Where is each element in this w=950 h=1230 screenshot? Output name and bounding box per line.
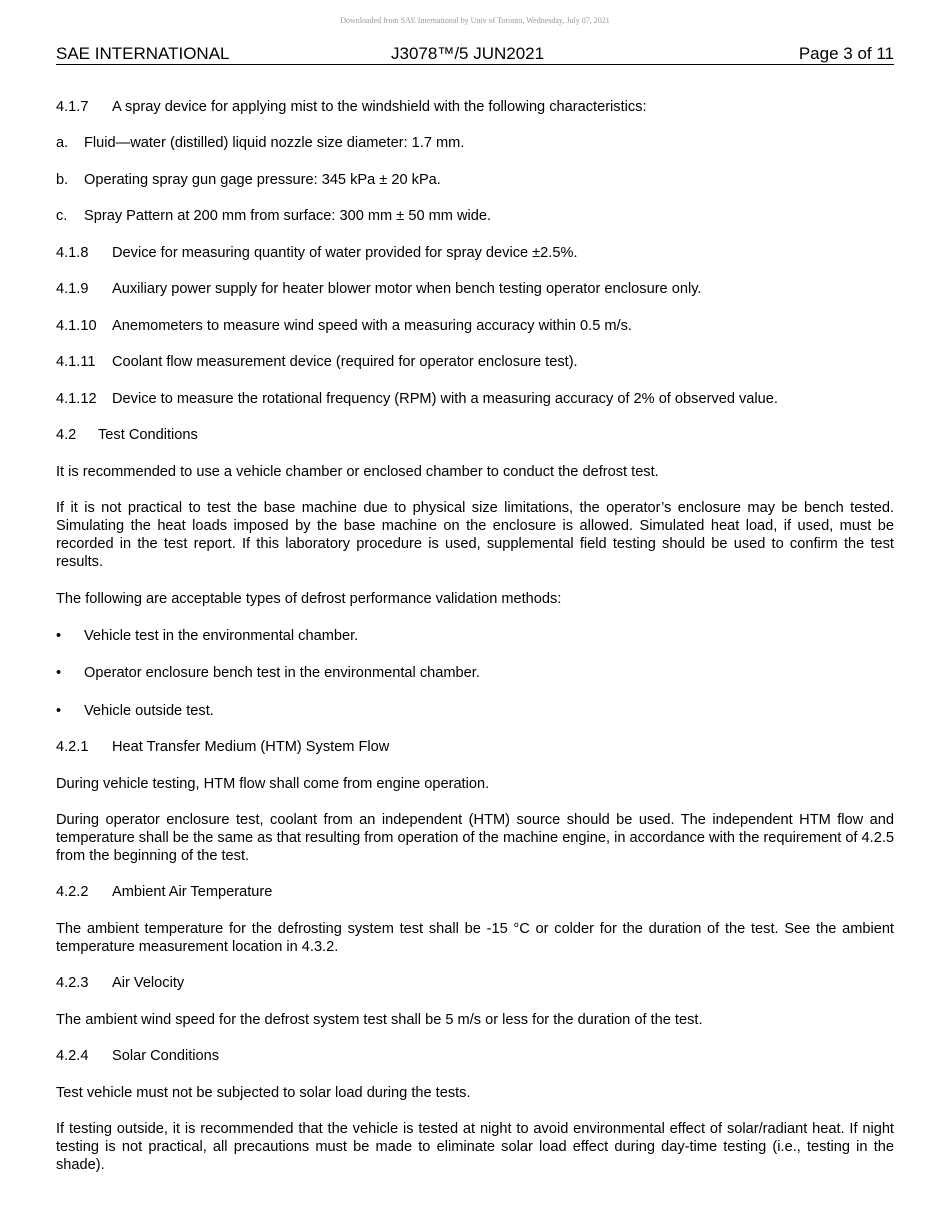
paragraph: During operator enclosure test, coolant from an independent (HTM) source should be used. The independent HTM flow and temperature shall be the same as that resulting from operation of the machine engine, in accordance with the requirement of 4.2.5 from the beginning of the test.	[56, 812, 895, 864]
paragraph: The following are acceptable types of defrost performance validation methods:	[56, 591, 562, 607]
item-number: 4.1.9	[56, 281, 89, 297]
item-number: 4.1.11	[56, 354, 96, 370]
paragraph: The ambient temperature for the defrosting system test shall be -15 °C or colder for the duration of the test. See the ambient temperature measurement location in 4.3.2.	[56, 921, 894, 955]
header-doc-id: J3078™/5 JUN2021	[391, 44, 545, 63]
item-4-1-9	[56, 280, 894, 298]
section-heading-4-2-2	[56, 883, 894, 901]
item-b	[56, 171, 894, 189]
item-4-1-12	[56, 390, 894, 408]
bullet-icon: •	[56, 703, 62, 719]
page-header	[56, 44, 894, 65]
bullet-text: Vehicle outside test.	[84, 703, 214, 719]
bullet-icon: •	[56, 628, 62, 644]
paragraph: If it is not practical to test the base machine due to physical size limitations, the operator’s enclosure may be bench tested. Simulating the heat loads imposed by the base machine on the enclosure is allowed. Simulated heat load, if used, must be recorded in the test report. If this laboratory procedure is used, supplemental field testing should be used to confirm the test results.	[56, 500, 894, 570]
paragraph: It is recommended to use a vehicle chamber or enclosed chamber to conduct the defrost test.	[56, 464, 659, 480]
bullet-text: Vehicle test in the environmental chamber.	[84, 628, 359, 644]
item-number: 4.1.10	[56, 318, 97, 334]
item-letter: b.	[56, 172, 69, 188]
header-page-number: Page 3 of 11	[798, 44, 894, 63]
item-4-1-10	[56, 317, 894, 335]
section-title: Air Velocity	[112, 975, 185, 991]
item-text: Device to measure the rotational frequency (RPM) with a measuring accuracy of 2% of observed value.	[112, 391, 778, 407]
item-c	[56, 207, 894, 225]
item-text: Device for measuring quantity of water provided for spray device ±2.5%.	[112, 245, 578, 261]
paragraph: Test vehicle must not be subjected to solar load during the tests.	[56, 1085, 471, 1101]
section-title: Solar Conditions	[112, 1048, 220, 1064]
item-text: Fluid—water (distilled) liquid nozzle size diameter: 1.7 mm.	[84, 135, 465, 151]
section-number: 4.2.1	[56, 739, 89, 755]
item-text: A spray device for applying mist to the windshield with the following characteristics:	[112, 99, 647, 115]
item-text: Spray Pattern at 200 mm from surface: 300 mm ± 50 mm wide.	[84, 208, 492, 224]
section-heading-4-2	[56, 426, 894, 444]
paragraph: During vehicle testing, HTM flow shall come from engine operation.	[56, 776, 490, 792]
bullet-item	[56, 627, 894, 645]
item-letter: a.	[56, 135, 69, 151]
item-text: Coolant flow measurement device (required for operator enclosure test).	[112, 354, 578, 370]
bullet-item	[56, 702, 894, 720]
item-4-1-8	[56, 244, 894, 262]
header-org: SAE INTERNATIONAL	[56, 44, 230, 63]
bullet-icon: •	[56, 665, 62, 681]
section-number: 4.2.4	[56, 1048, 89, 1064]
section-number: 4.2.2	[56, 884, 89, 900]
item-4-1-7	[56, 98, 894, 116]
bullet-text: Operator enclosure bench test in the environmental chamber.	[84, 665, 480, 681]
section-heading-4-2-3	[56, 974, 894, 992]
download-watermark: Downloaded from SAE International by Univ of Toronto, Wednesday, July 07, 2021	[340, 16, 610, 25]
section-title: Ambient Air Temperature	[112, 884, 273, 900]
paragraph: The ambient wind speed for the defrost system test shall be 5 m/s or less for the duration of the test.	[56, 1012, 703, 1028]
section-number: 4.2	[56, 427, 77, 443]
section-heading-4-2-1	[56, 738, 894, 756]
item-4-1-11	[56, 353, 894, 371]
item-number: 4.1.7	[56, 99, 89, 115]
item-number: 4.1.12	[56, 391, 97, 407]
paragraph: If testing outside, it is recommended that the vehicle is tested at night to avoid environmental effect of solar/radiant heat. If night testing is not practical, all precautions must be made to eliminate solar load effect during day-time testing (i.e., testing in the shade).	[56, 1121, 894, 1173]
item-number: 4.1.8	[56, 245, 89, 261]
bullet-item	[56, 664, 894, 682]
section-title: Test Conditions	[98, 427, 198, 443]
item-text: Auxiliary power supply for heater blower motor when bench testing operator enclosure only.	[112, 281, 702, 297]
section-title: Heat Transfer Medium (HTM) System Flow	[112, 739, 390, 755]
item-letter: c.	[56, 208, 68, 224]
section-heading-4-2-4	[56, 1047, 894, 1065]
item-text: Operating spray gun gage pressure: 345 kPa ± 20 kPa.	[84, 172, 441, 188]
section-number: 4.2.3	[56, 975, 89, 991]
item-text: Anemometers to measure wind speed with a measuring accuracy within 0.5 m/s.	[112, 318, 632, 334]
item-a	[56, 134, 894, 152]
